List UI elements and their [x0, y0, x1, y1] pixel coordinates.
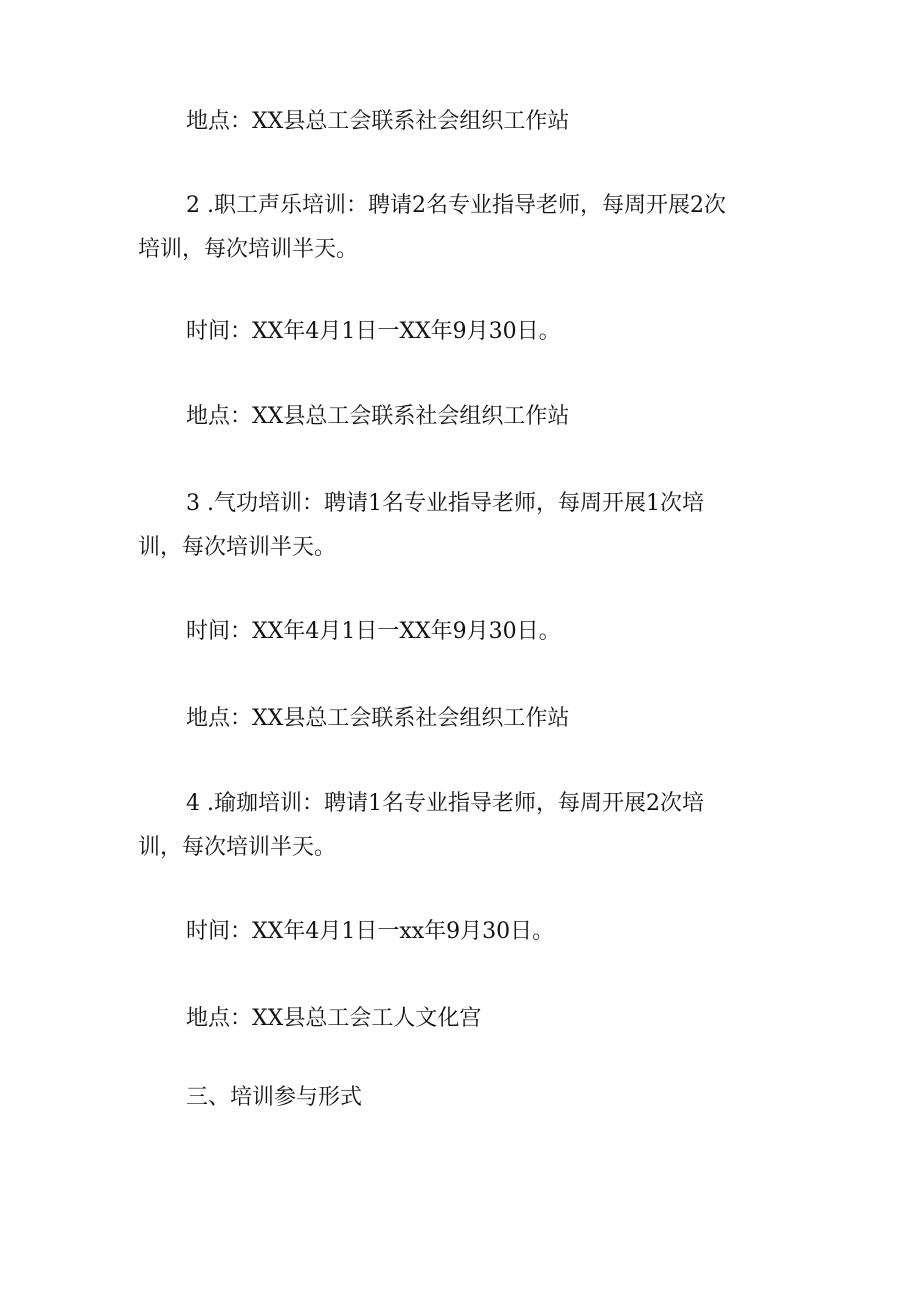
- qigong-training-paragraph: [138, 482, 778, 570]
- paragraph-line: 训，每次培训半天。: [138, 835, 337, 860]
- paragraph-line: 3 .气功培训：聘请1名专业指导老师，每周开展1次培: [186, 491, 704, 516]
- paragraph-line: 地点：XX县总工会联系社会组织工作站: [186, 404, 570, 429]
- paragraph-line: 三、培训参与形式: [186, 1085, 363, 1110]
- paragraph-line: 2 .职工声乐培训：聘请2名专业指导老师，每周开展2次: [186, 193, 726, 218]
- time-paragraph: [138, 910, 778, 954]
- paragraph-line: 地点：XX县总工会联系社会组织工作站: [186, 109, 570, 134]
- time-paragraph: [138, 310, 778, 354]
- paragraph-line: 地点：XX县总工会工人文化宫: [186, 1006, 482, 1031]
- time-paragraph: [138, 610, 778, 654]
- paragraph-line: 地点：XX县总工会联系社会组织工作站: [186, 706, 570, 731]
- location-paragraph: [138, 100, 778, 144]
- paragraph-line: 时间：XX年4月1日一xx年9月30日。: [186, 919, 555, 944]
- location-paragraph: [138, 395, 778, 439]
- paragraph-line: 4 .瑜珈培训：聘请1名专业指导老师，每周开展2次培: [186, 791, 704, 816]
- location-paragraph: [138, 697, 778, 741]
- section-heading: [138, 1076, 778, 1120]
- vocal-training-paragraph: [138, 184, 778, 272]
- yoga-training-paragraph: [138, 782, 778, 870]
- paragraph-line: 时间：XX年4月1日一XX年9月30日。: [186, 319, 561, 344]
- paragraph-line: 时间：XX年4月1日一XX年9月30日。: [186, 619, 561, 644]
- paragraph-line: 训，每次培训半天。: [138, 535, 337, 560]
- location-paragraph: [138, 997, 778, 1041]
- paragraph-line: 培训，每次培训半天。: [138, 237, 359, 262]
